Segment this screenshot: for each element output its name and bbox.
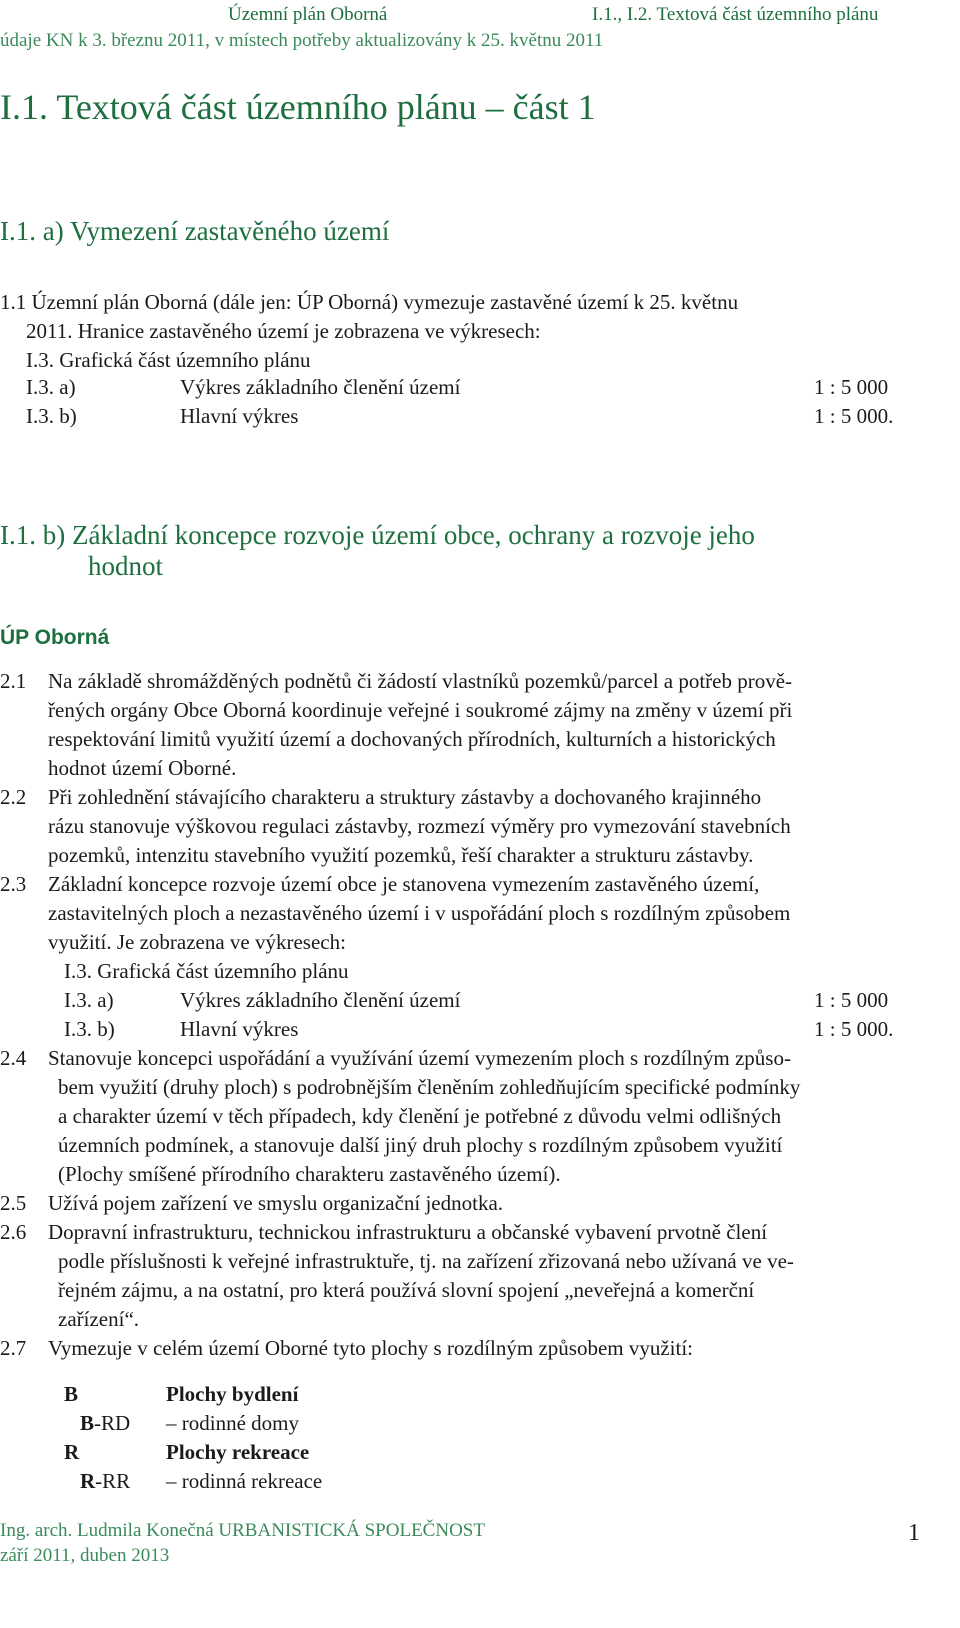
para-2-1-number: 2.1 <box>0 669 27 693</box>
footer-dates: září 2011, duben 2013 <box>0 1545 170 1566</box>
para-2-5-line-1: Užívá pojem zařízení ve smyslu organizační jednotka. <box>48 1191 504 1215</box>
para-2-4-number: 2.4 <box>0 1046 27 1070</box>
para-2-6-line-3: řejném zájmu, a na ostatní, pro která používá slovní spojení „neveřejná a komerční <box>58 1278 755 1302</box>
legend-key-b: B <box>64 1382 79 1406</box>
para-2-2-number: 2.2 <box>0 785 27 809</box>
para-2-3-number: 2.3 <box>0 872 27 896</box>
header-title: Územní plán Oborná <box>228 4 388 25</box>
para-2-4-line-2: bem využití (druhy ploch) s podrobnějším členěním zohledňujícím specifické podmínky <box>58 1075 801 1099</box>
section-a-list-scale-1: 1 : 5 000 <box>814 375 889 399</box>
page-number: 1 <box>908 1520 920 1546</box>
section-b-list-code-2: I.3. b) <box>64 1017 115 1041</box>
section-a-p1-line1: 1.1 Územní plán Oborná (dále jen: ÚP Oborná) vymezuje zastavěné území k 25. květnu <box>0 290 739 314</box>
section-b-list-scale-1: 1 : 5 000 <box>814 988 889 1012</box>
para-2-4-line-4: územních podmínek, a stanovuje další jiný druh plochy s rozdílným způsobem využití <box>58 1133 783 1157</box>
section-a-list-name-2: Hlavní výkres <box>180 404 299 428</box>
para-2-4-line-1: Stanovuje koncepci uspořádání a využívání území vymezením ploch s rozdílným způso- <box>48 1046 791 1070</box>
section-a-list-code-1: I.3. a) <box>26 375 76 399</box>
footer-author: Ing. arch. Ludmila Konečná URBANISTICKÁ SPOLEČNOST <box>0 1520 485 1541</box>
section-b-subheading: ÚP Oborná <box>0 626 110 649</box>
legend-key-b-rd: B-RD <box>80 1411 131 1435</box>
para-2-7-line-1: Vymezuje v celém území Oborné tyto plochy s rozdílným způsobem využití: <box>48 1336 694 1360</box>
para-2-2-line-2: rázu stanovuje výškovou regulaci zástavby, rozmezí výměry pro vymezování stavebních <box>48 814 791 838</box>
para-2-3-line-1: Základní koncepce rozvoje území obce je stanovena vymezením zastavěného území, <box>48 872 760 896</box>
para-2-1-line-2: řených orgány Obce Oborná koordinuje veřejné i soukromé zájmy na změny v území při <box>48 698 793 722</box>
para-2-4-line-5: (Plochy smíšené přírodního charakteru zastavěného území). <box>58 1162 561 1186</box>
para-2-6-number: 2.6 <box>0 1220 27 1244</box>
para-2-6-line-2: podle příslušnosti k veřejné infrastruktuře, tj. na zařízení zřizovaná nebo užívaná ve ve- <box>58 1249 794 1273</box>
para-2-7-number: 2.7 <box>0 1336 27 1360</box>
section-a-list-name-1: Výkres základního členění území <box>180 375 461 399</box>
section-b-list-name-1: Výkres základního členění území <box>180 988 461 1012</box>
header-section: I.1., I.2. Textová část územního plánu <box>592 4 879 25</box>
para-2-1-line-1: Na základě shromážděných podnětů či žádostí vlastníků pozemků/parcel a potřeb prově- <box>48 669 793 693</box>
section-a-p1-line2: 2011. Hranice zastavěného území je zobrazena ve výkresech: <box>26 319 541 343</box>
para-2-1-line-3: respektování limitů využití území a dochovaných přírodních, kulturních a historických <box>48 727 776 751</box>
para-2-2-line-3: pozemků, intenzitu stavebního využití pozemků, řeší charakter a strukturu zástavby. <box>48 843 754 867</box>
legend-label-b-rd: – rodinné domy <box>166 1411 299 1435</box>
section-b-heading-line2: hodnot <box>88 551 164 581</box>
para-2-1-line-4: hodnot území Oborné. <box>48 756 237 780</box>
para-2-2-line-1: Při zohlednění stávajícího charakteru a struktury zástavby a dochovaného krajinného <box>48 785 762 809</box>
section-b-heading <box>0 520 920 582</box>
section-a-heading: I.1. a) Vymezení zastavěného území <box>0 216 390 246</box>
section-b-heading-line1: I.1. b) Základní koncepce rozvoje území obce, ochrany a rozvoje jeho <box>0 520 755 550</box>
section-b-list-scale-2: 1 : 5 000. <box>814 1017 894 1041</box>
legend-key-r: R <box>64 1440 80 1464</box>
para-2-4-line-3: a charakter území v těch případech, kdy členění je potřebné z důvodu velmi odlišných <box>58 1104 782 1128</box>
para-2-6-line-4: zařízení“. <box>58 1307 140 1331</box>
section-a-list-code-2: I.3. b) <box>26 404 77 428</box>
legend-key-r-rr: R-RR <box>80 1469 131 1493</box>
section-b-list-name-2: Hlavní výkres <box>180 1017 299 1041</box>
section-b-list-title: I.3. Grafická část územního plánu <box>64 959 349 983</box>
section-b-list-code-1: I.3. a) <box>64 988 114 1012</box>
section-a-list-scale-2: 1 : 5 000. <box>814 404 894 428</box>
legend-label-r-rr: – rodinná rekreace <box>166 1469 323 1493</box>
para-2-5-number: 2.5 <box>0 1191 27 1215</box>
page-title: I.1. Textová část územního plánu – část 1 <box>0 87 596 127</box>
header-subline: údaje KN k 3. březnu 2011, v místech potřeby aktualizovány k 25. květnu 2011 <box>0 30 604 51</box>
section-a-list-title: I.3. Grafická část územního plánu <box>26 348 311 372</box>
para-2-3-line-3: využití. Je zobrazena ve výkresech: <box>48 930 346 954</box>
legend-label-b: Plochy bydlení <box>166 1382 299 1406</box>
para-2-6-line-1: Dopravní infrastrukturu, technickou infrastrukturu a občanské vybavení prvotně člení <box>48 1220 768 1244</box>
legend-label-r: Plochy rekreace <box>166 1440 310 1464</box>
para-2-3-line-2: zastavitelných ploch a nezastavěného území i v uspořádání ploch s rozdílným způsobem <box>48 901 791 925</box>
